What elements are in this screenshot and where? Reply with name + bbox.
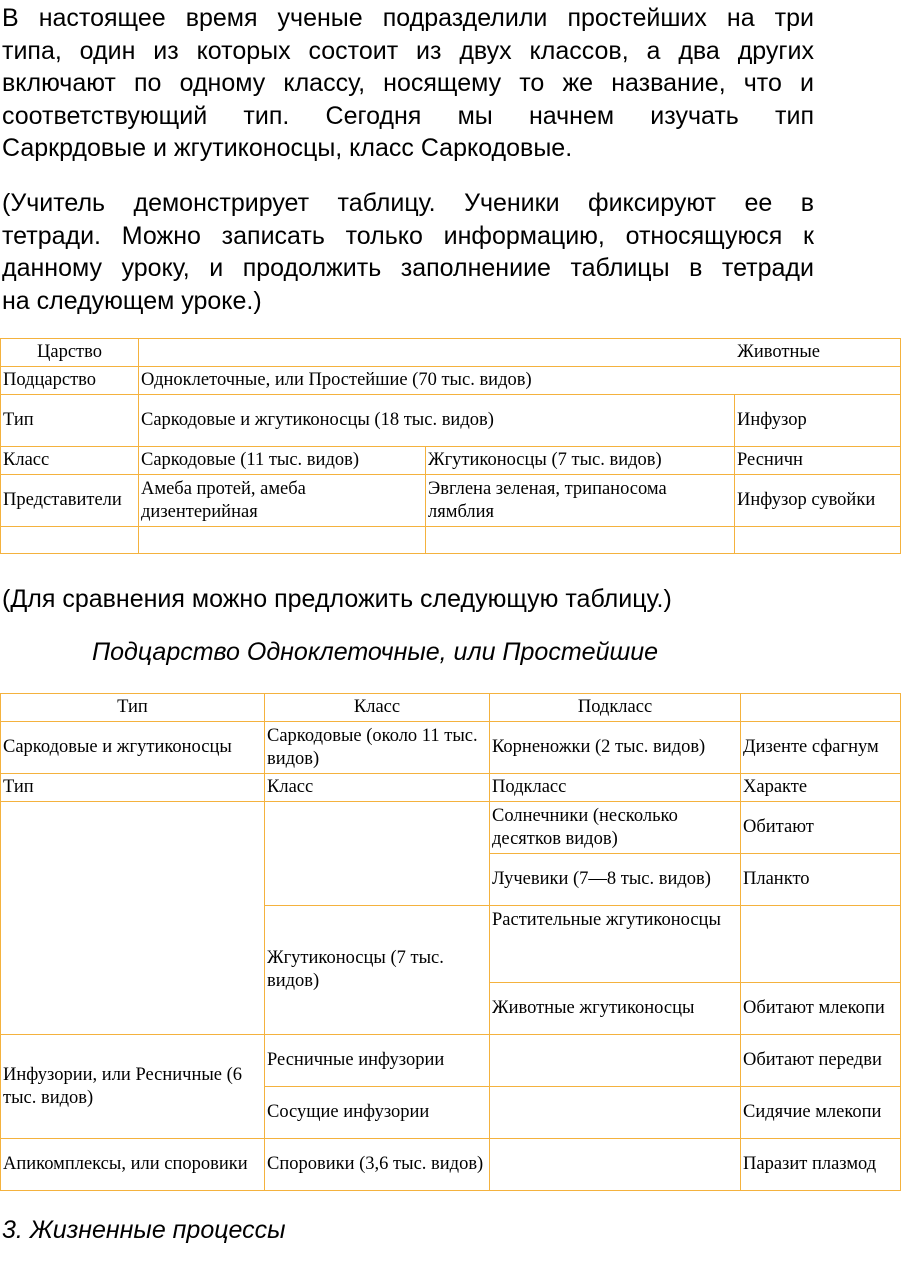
table-row — [1, 1139, 901, 1191]
table-cell: Царство — [1, 339, 139, 367]
table-cell: Инфузор сувойки — [735, 475, 901, 527]
table-cell: Апикомплексы, или споровики — [1, 1139, 265, 1191]
text-line: типа, один из которых состоит из двух классов, а два других — [2, 36, 814, 65]
table-row — [1, 802, 901, 854]
table-cell: Одноклеточные, или Простейшие (70 тыс. видов) — [139, 367, 901, 395]
text-line: В настоящее время ученые подразделили простейших на три — [2, 4, 814, 32]
table-row — [1, 774, 901, 802]
table-cell: Животные — [139, 339, 901, 367]
table-cell — [490, 1139, 741, 1191]
table-cell: Жгутиконосцы (7 тыс. видов) — [265, 906, 490, 1035]
table-cell: Планкто — [741, 854, 901, 906]
table-cell: Класс — [265, 774, 490, 802]
table-cell: Саркодовые (около 11 тыс. видов) — [265, 722, 490, 774]
table-cell: Сосущие инфузории — [265, 1087, 490, 1139]
cell-text: Растительные жгутиконосцы — [492, 910, 721, 930]
table-cell: Обитают млекопи — [741, 983, 901, 1035]
section-heading: 3. Жизненные процессы — [2, 1216, 286, 1244]
column-header: Подкласс — [490, 694, 741, 722]
table-cell: Саркодовые и жгутиконосцы — [1, 722, 265, 774]
table-row — [1, 395, 901, 447]
table-row — [1, 367, 901, 395]
text-line: Саркрдовые и жгутиконосцы, класс Саркодовые. — [2, 134, 573, 162]
table-row — [1, 339, 901, 367]
table-cell: Сидячие млекопи — [741, 1087, 901, 1139]
table-cell: Лучевики (7—8 тыс. видов) — [490, 854, 741, 906]
table-cell: Животные жгутиконосцы — [490, 983, 741, 1035]
table-cell: Обитают — [741, 802, 901, 854]
table-cell: Подкласс — [490, 774, 741, 802]
text-line: (Учитель демонстрирует таблицу. Ученики фиксируют ее в — [2, 189, 814, 217]
table-cell: Дизенте сфагнум — [741, 722, 901, 774]
teacher-note-paragraph — [2, 187, 814, 317]
table-cell: Класс — [1, 447, 139, 475]
table-cell — [265, 802, 490, 906]
text-line: соответствующий тип. Сегодня мы начнем изучать тип — [2, 101, 814, 130]
table-row — [1, 722, 901, 774]
table-cell: Корненожки (2 тыс. видов) — [490, 722, 741, 774]
intro-paragraph — [2, 2, 814, 165]
subkingdom-table — [0, 693, 885, 1191]
table-cell — [490, 906, 741, 983]
table-cell: Характе — [741, 774, 901, 802]
table-cell — [490, 1035, 741, 1087]
table-cell: Обитают передви — [741, 1035, 901, 1087]
table-title: Подцарство Одноклеточные, или Простейшие — [92, 638, 659, 666]
table-cell: Инфузор — [735, 395, 901, 447]
comparison-note: (Для сравнения можно предложить следующую таблицу.) — [2, 585, 672, 613]
table-cell: Инфузории, или Ресничные (6 тыс. видов) — [1, 1035, 265, 1139]
table-cell: Эвглена зеленая, трипаносома лямблия — [426, 475, 735, 527]
table-cell — [741, 906, 901, 983]
classification-table — [0, 338, 876, 554]
table-cell: Тип — [1, 395, 139, 447]
table-cell: Паразит плазмод — [741, 1139, 901, 1191]
table-cell: Солнечники (несколько десятков видов) — [490, 802, 741, 854]
table-cell: Жгутиконосцы (7 тыс. видов) — [426, 447, 735, 475]
table-cell — [735, 527, 901, 554]
table-cell — [1, 802, 265, 1035]
text-line: данному уроку, и продолжить заполнениие таблицы в тетради — [2, 254, 814, 282]
column-header — [741, 694, 901, 722]
table-cell: Саркодовые (11 тыс. видов) — [139, 447, 426, 475]
table-row — [1, 447, 901, 475]
text-line: на следующем уроке.) — [2, 286, 262, 315]
table-header-row — [1, 694, 901, 722]
table-cell: Саркодовые и жгутиконосцы (18 тыс. видов) — [139, 395, 735, 447]
table-cell — [426, 527, 735, 554]
table-cell: Подцарство — [1, 367, 139, 395]
text-line: тетради. Можно записать только информацию, относящуюся к — [2, 221, 814, 250]
table-cell: Ресничные инфузории — [265, 1035, 490, 1087]
table-cell: Споровики (3,6 тыс. видов) — [265, 1139, 490, 1191]
text-line: включают по одному классу, носящему то же название, что и — [2, 69, 814, 97]
table-row — [1, 527, 901, 554]
table-cell: Ресничн — [735, 447, 901, 475]
table-cell: Тип — [1, 774, 265, 802]
table-cell: Амеба протей, амеба дизентерийная — [139, 475, 426, 527]
column-header: Тип — [1, 694, 265, 722]
table-row — [1, 1035, 901, 1087]
table-cell — [139, 527, 426, 554]
column-header: Класс — [265, 694, 490, 722]
table-cell: Представители — [1, 475, 139, 527]
table-row — [1, 475, 901, 527]
table-cell — [490, 1087, 741, 1139]
table-cell — [1, 527, 139, 554]
